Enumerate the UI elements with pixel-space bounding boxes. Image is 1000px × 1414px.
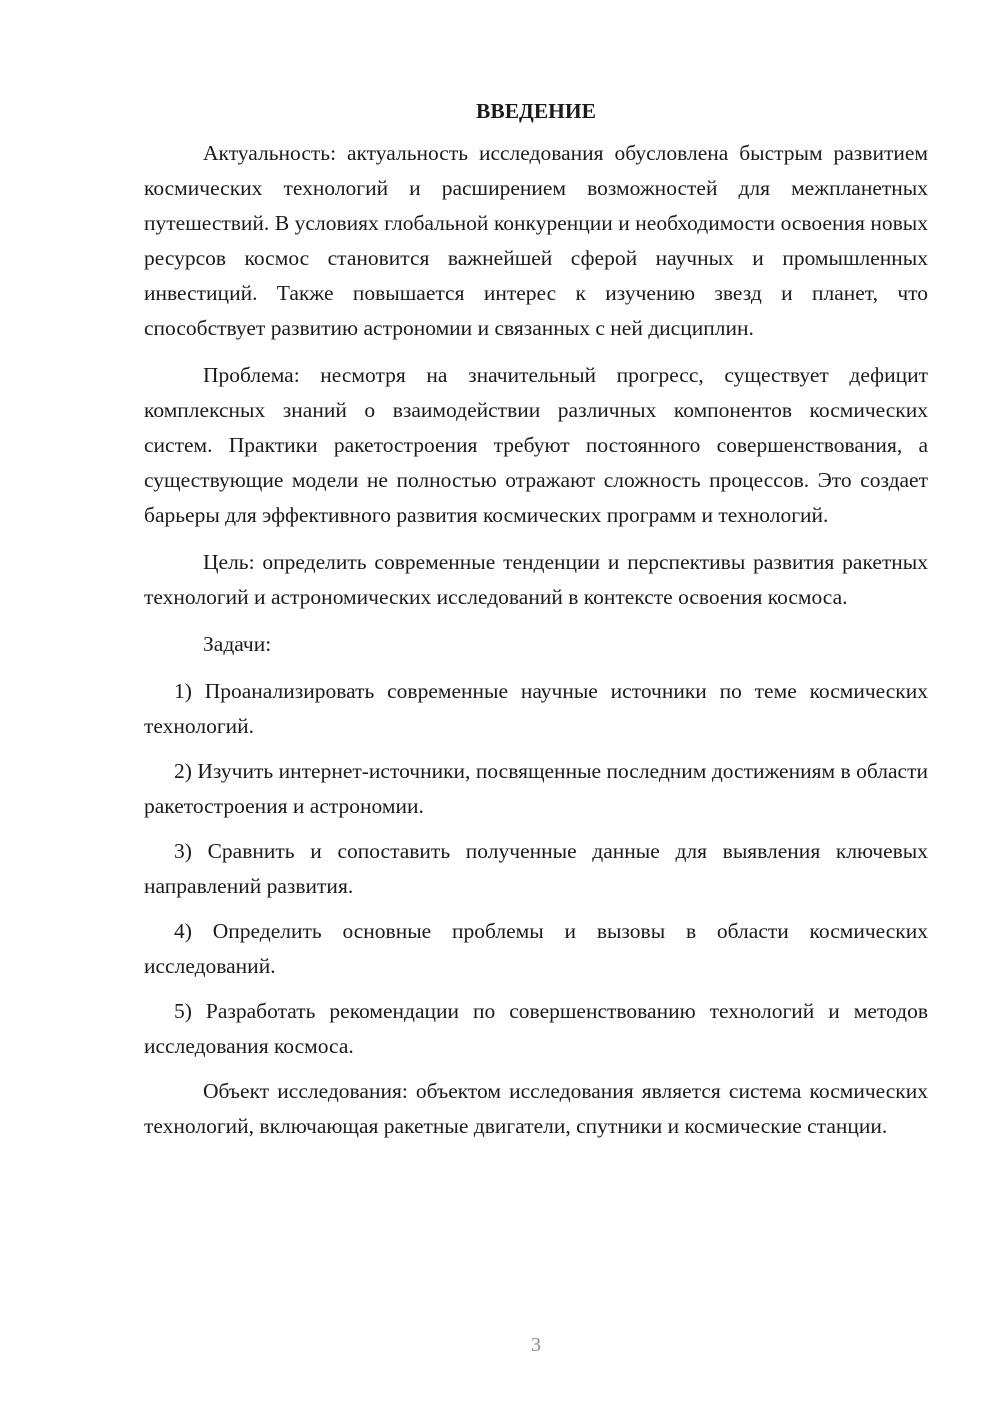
- object-paragraph: Объект исследования: объектом исследования является система космических технологий, включающая ракетные двигатели, спутники и космические станции.: [144, 1079, 928, 1138]
- section-title: ВВЕДЕНИЕ: [476, 99, 596, 123]
- problem-paragraph: Проблема: несмотря на значительный прогресс, существует дефицит комплексных знаний о взаимодействии различных компонентов космических систем. Практики ракетостроения требуют постоянного совершенствования, а существующие модели не полностью отражают сложность процессов. Это создает барьеры для эффективного развития космических программ и технологий.: [144, 363, 928, 527]
- task-item: 1) Проанализировать современные научные источники по теме космических технологий.: [144, 679, 928, 738]
- task-item: 3) Сравнить и сопоставить полученные данные для выявления ключевых направлений развития.: [144, 839, 928, 898]
- page-number: 3: [531, 1334, 541, 1356]
- tasks-heading: Задачи:: [203, 632, 272, 656]
- task-item: 2) Изучить интернет-источники, посвященные последним достижениям в области ракетостроения и астрономии.: [144, 759, 928, 818]
- goal-paragraph: Цель: определить современные тенденции и перспективы развития ракетных технологий и астрономических исследований в контексте освоения космоса.: [144, 550, 928, 609]
- task-item: 4) Определить основные проблемы и вызовы в области космических исследований.: [144, 919, 928, 978]
- relevance-paragraph: Актуальность: актуальность исследования обусловлена быстрым развитием космических технологий и расширением возможностей для межпланетных путешествий. В условиях глобальной конкуренции и необходимости освоения новых ресурсов космос становится важнейшей сферой научных и промышленных инвестиций. Также повышается интерес к изучению звезд и планет, что способствует развитию астрономии и связанных с ней дисциплин.: [144, 141, 928, 340]
- page-content: [144, 96, 928, 1156]
- task-item: 5) Разработать рекомендации по совершенствованию технологий и методов исследования космоса.: [144, 999, 928, 1058]
